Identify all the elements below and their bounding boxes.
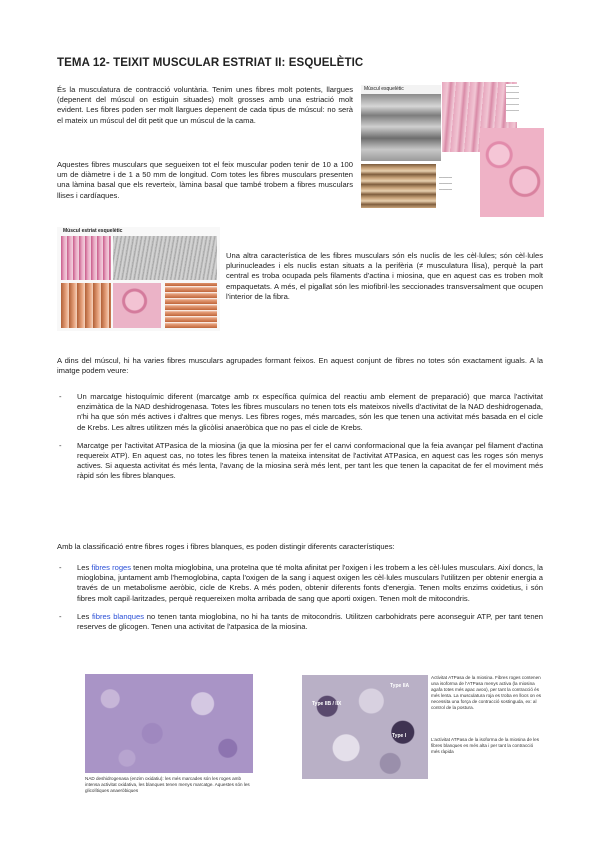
- atpase-stain-image: [302, 675, 428, 779]
- caption-atpase-red: Activitat ATPasa de la miosina. Fibres roges contenen una isoforma de l'ATPasa menys activa (la miosina agafa totes més apac avoo), per tant la contracció és més lenta. La musculatura roja es troba en llocs on es necessita una força de contracció sostinguda, ex: al control de la postura.: [431, 675, 542, 710]
- label-type-i: Type I: [392, 733, 407, 739]
- paragraph-fascicles: A dins del múscul, hi ha varies fibres musculars agrupades formant feixos. En aquest conjunt de fibres no totes són exactament iguals. A la imatge podem veure:: [57, 356, 543, 376]
- label-type-iib: Type IIB / IIX: [312, 701, 342, 707]
- muscle-bundle-illustration: [165, 283, 217, 328]
- nad-dehydrogenase-stain-image: [85, 674, 253, 773]
- muscle-diagram-section: [61, 283, 111, 328]
- white-fibers-term: fibres blanques: [91, 611, 145, 621]
- muscle-cross-pink-section: [113, 283, 161, 328]
- staining-list: [57, 392, 543, 490]
- paragraph-nuclei: Una altra característica de les fibres musculars són els nuclis de les cèl·lules; són cèl·lules plurinucleades i els nuclis estan situats a la perifèria (≠ musculatura llisa), perquè la part central es troba ocupada pels filaments d'actina i miosina, que en aquest cas es troben molt empaquetats. A més, el pigallat són les miofibril·les seccionades transversalment que ocupen l'interior de la fibra.: [226, 251, 543, 301]
- striated-longitudinal-section: [61, 236, 111, 280]
- list-item-nad: - Un marcatge histoquímic diferent (marcatge amb rx específica química del reactiu amb element de preparació) que marca l'activitat enzimàtica de la NAD deshidrogenasa. Totes les fibres musculars no tenen tots els mateixos nivells d'activitat de la NAD deshidrogenada, n'hi ha que són més actives i d'altres que menys. Les fibres roges, més marcades, són les que tenen una activitat més basada en el cicle de Krebs. Les altres utilitzen més la glicòlisi anaeròbica que no pas el cicle de Krebs.: [57, 392, 543, 433]
- paragraph-intro: És la musculatura de contracció voluntària. Tenim unes fibres molt potents, llargues (depenent del múscul on estiguin situades) molt grosses amb una estriació molt evident. Les fibres poden ser molt llargues depenent de cada tipus de múscul: no serà el mateix un múscul del dit petit que un múscul de la cama.: [57, 85, 353, 125]
- striated-muscle-figure: [57, 227, 220, 331]
- skeletal-muscle-label: Múscul esquelètic: [364, 86, 404, 92]
- paragraph-classification: Amb la classificació entre fibres roges i fibres blanques, es poden distingir diferents característiques:: [57, 542, 395, 551]
- page-title: TEMA 12- TEIXIT MUSCULAR ESTRIAT II: ESQUELÈTIC: [57, 57, 364, 69]
- muscle-cross-section-pink-image: [480, 128, 544, 217]
- figure-caption-box: ──── ──── ──── ──── ────: [506, 84, 546, 122]
- striated-muscle-label: Múscul estriat esquelètic: [63, 228, 123, 234]
- figure-side-caption: ──── ──── ────: [439, 175, 479, 215]
- label-type-iia: Type IIA: [390, 683, 410, 689]
- paragraph-dimensions: Aquestes fibres musculars que segueixen tot el feix muscular poden tenir de 10 a 100 um de diàmetre i de 1 a 50 mm de longitud. Com totes les fibres musculars presenten una làmina basal que els reverteix, làmina basal que també trobem a fibres musculars llises i cardíaques.: [57, 160, 353, 200]
- fiber-types-list: [57, 563, 543, 640]
- caption-nad: NAD deshidrogenasa (enzim oxidatiu): les més marcades són les roges amb intensa activitat oxidativa, les blanques tenen menys marcatge. Aquestes són les glicolítiques anaeròbiques: [85, 776, 250, 793]
- red-fibers-term: fibres roges: [91, 563, 132, 572]
- list-item-atpase: - Marcatge per l'activitat ATPasica de la miosina (ja que la miosina per fer el canvi conformacional que la feia avançar pel filament d'actina requereix ATP). En aquest cas, no totes les fibres tenen la mateixa intensitat de l'activitat ATPasica, en aquest cas les roges són menys actives. Si aquesta activitat és més lenta, l'avanç de la miosina serà més lent, per tant les que tenen la capacitat de fer el moviment més ràpid són les fibres blanques.: [57, 441, 543, 482]
- muscle-fiber-brown-image: [361, 164, 436, 208]
- caption-atpase-white: L'activitat ATPasa de la isoforma de la miosina de les fibres blanques es més alta i per tant la contracció més ràpida: [431, 737, 540, 754]
- skeletal-muscle-longitudinal-image: [361, 85, 441, 161]
- striated-gray-section: [113, 236, 217, 280]
- list-item-white-fibers: - Les fibres blanques no tenen tanta mioglobina, no hi ha tants de mitocondris. Utilitzen carbohidrats pere aconseguir ATP, per tant tenen reserves de glicogen. Tenen una activitat de l'atpasica de la miosina.: [57, 612, 543, 632]
- list-item-red-fibers: - Les fibres roges tenen molta mioglobina, una proteïna que té molta afinitat per l'oxigen i les trobem a les cèl·lules musculars. Així doncs, la mioglobina, juntament amb l'hemoglobina, capta l'oxigen de la sang i aquest oxigen les cèl·lules musculars l'utilitzen per obtenir energia a través de un metabolisme aeròbic, cicle de Krebs. A més poden, obtenir diferents fonts d'energia. Tenen molts enzims oxidetius, i són fibres molt capil·laritzades, perquè requereixen molta arribada de sang que aporti oxigen. Tenen molt de mitocondris.: [57, 563, 543, 604]
